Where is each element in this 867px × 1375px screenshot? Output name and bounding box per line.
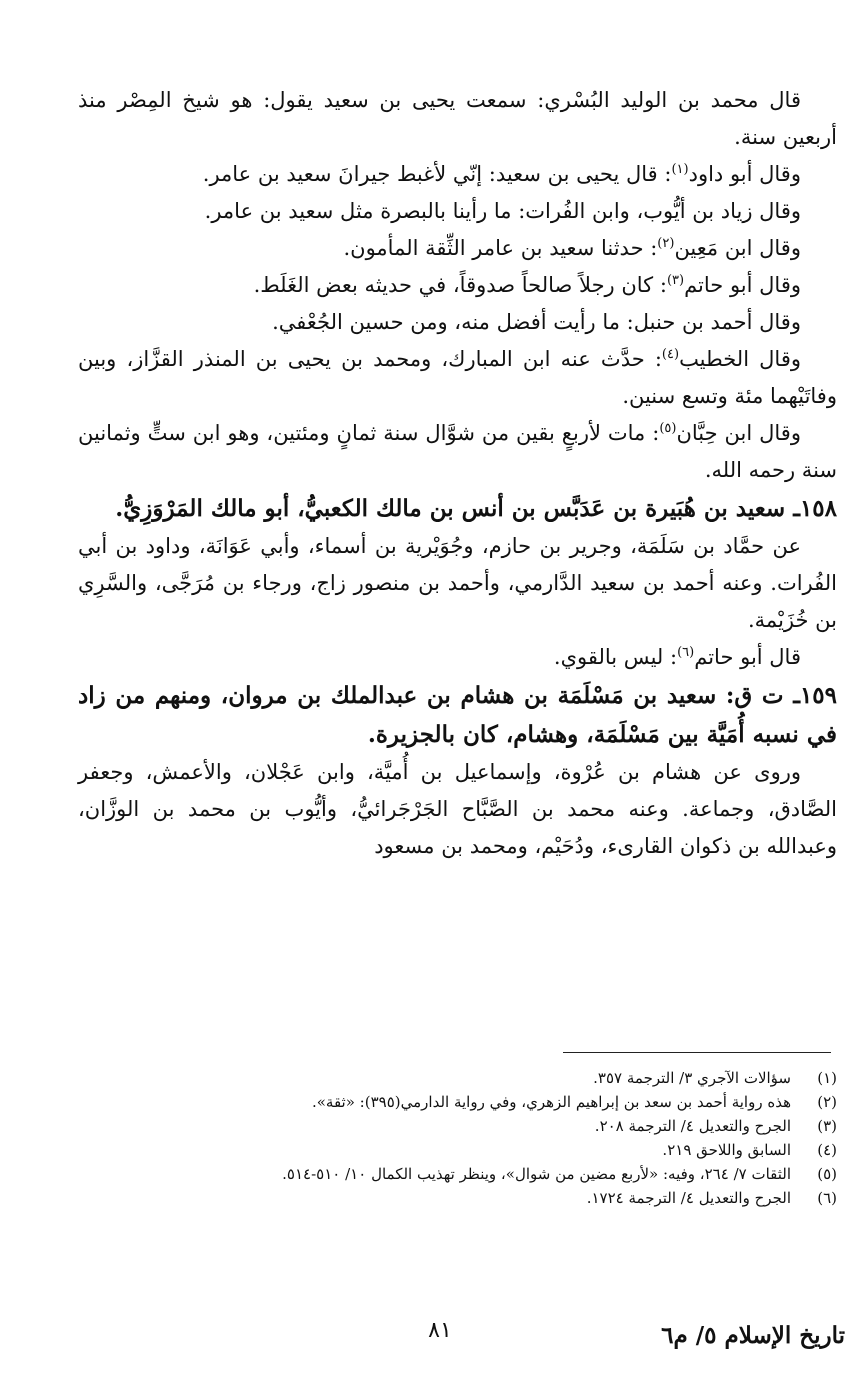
paragraph: وقال زياد بن أيُّوب، وابن الفُرات: ما رأينا بالبصرة مثل سعيد بن عامر. — [204, 199, 801, 223]
paragraph: قال محمد بن الوليد البُسْري: سمعت يحيى بن سعيد يقول: هو شيخ المِصْر منذ أربعين سنة. — [78, 88, 837, 149]
entry-heading-158 — [78, 489, 837, 528]
speaker: وقال ابن مَعِين — [674, 236, 801, 260]
footnote-ref[interactable]: (٢) — [657, 236, 675, 251]
speaker: وقال ابن حِبَّان — [676, 421, 801, 445]
speaker: وقال أبو حاتم — [684, 273, 801, 297]
footnote-number: (١) — [817, 1069, 837, 1087]
footnote-ref[interactable]: (٦) — [677, 645, 695, 660]
paragraph — [78, 639, 837, 676]
footnote-ref[interactable]: (١) — [671, 162, 689, 177]
footnote-number: (٥) — [817, 1165, 837, 1183]
footnote-text: الثقات ٧/ ٢٦٤، وفيه: «لأربع مضين من شوال»، وينظر تهذيب الكمال ١٠/ ٥١٠-٥١٤. — [282, 1165, 791, 1183]
footnote — [60, 1186, 837, 1210]
footnote-ref[interactable]: (٤) — [661, 347, 680, 362]
speaker: وقال أبو داود — [688, 162, 801, 186]
footnote-ref[interactable]: (٣) — [666, 273, 685, 288]
footnote-number: (٣) — [817, 1117, 837, 1135]
main-text — [78, 82, 837, 865]
footnote — [60, 1066, 837, 1090]
entry-title: ت ق: سعيد بن مَسْلَمَة بن هشام بن عبدالملك بن مروان، ومنهم من زاد في نسبه أُمَيَّة بين مَسْلَمَة، وهشام، كان بالجزيرة. — [78, 682, 837, 748]
footnote-text: هذه رواية أحمد بن سعد بن إبراهيم الزهري، وفي رواية الدارمي(٣٩٥): «ثقة». — [311, 1093, 791, 1111]
speaker: قال أبو حاتم — [694, 645, 801, 669]
quote: : حدثنا سعيد بن عامر الثِّقة المأمون. — [343, 236, 658, 260]
entry-number: ١٥٨ـ — [793, 495, 837, 522]
page-number: ٨١ — [428, 1318, 452, 1343]
running-footer-title: تاريخ الإسلام ٥/ م٦ — [661, 1322, 845, 1349]
entry-heading-159 — [78, 676, 837, 754]
footnote-ref[interactable]: (٥) — [659, 421, 677, 436]
paragraph — [78, 267, 837, 304]
footnote-divider — [563, 1052, 831, 1053]
paragraph: وقال أحمد بن حنبل: ما رأيت أفضل منه، ومن حسين الجُعْفي. — [272, 310, 801, 334]
footnote-number: (٤) — [817, 1141, 837, 1159]
footnote-text: سؤالات الآجري ٣/ الترجمة ٣٥٧. — [593, 1069, 791, 1087]
speaker: وقال الخطيب — [679, 347, 802, 371]
footnote — [60, 1114, 837, 1138]
paragraph: عن حمَّاد بن سَلَمَة، وجرير بن حازم، وجُوَيْرية بن أسماء، وأبي عَوَانَة، وداود بن أبي الفُرات. وعنه أحمد بن سعيد الدَّارمي، وأحمد بن منصور زاج، ورجاء بن مُرَجَّى، والسَّرِي بن خُزَيْمة. — [78, 534, 837, 632]
quote: : حدَّث عنه ابن المبارك، ومحمد بن يحيى بن المنذر القزَّاز، وبين وفاتَيْهما مئة وتسع سنين. — [78, 347, 837, 408]
footnotes — [60, 1066, 837, 1210]
paragraph — [78, 230, 837, 267]
paragraph — [78, 415, 837, 489]
quote: : مات لأربعٍ بقين من شوَّال سنة ثمانٍ ومئتين، وهو ابن ستٍّ وثمانين سنة رحمه الله. — [78, 421, 837, 482]
footnote — [60, 1090, 837, 1114]
quote: : قال يحيى بن سعيد: إنّي لأغبط جيرانَ سعيد بن عامر. — [202, 162, 672, 186]
footnote-text: الجرح والتعديل ٤/ الترجمة ٢٠٨. — [594, 1117, 791, 1135]
footnote — [60, 1162, 837, 1186]
entry-title: سعيد بن هُبَيرة بن عَدَبَّس بن أنس بن مالك الكعبيُّ، أبو مالك المَرْوَزِيُّ. — [115, 495, 786, 522]
paragraph — [78, 156, 837, 193]
footnote-text: الجرح والتعديل ٤/ الترجمة ١٧٢٤. — [586, 1189, 791, 1207]
footnote-number: (٢) — [817, 1093, 837, 1111]
paragraph — [78, 341, 837, 415]
quote: : ليس بالقوي. — [553, 645, 678, 669]
entry-number: ١٥٩ـ — [793, 682, 837, 709]
footnote-number: (٦) — [817, 1189, 837, 1207]
paragraph: وروى عن هشام بن عُرْوة، وإسماعيل بن أُميَّة، وابن عَجْلان، والأعمش، وجعفر الصَّادق، وجماعة. وعنه محمد بن الصَّبَّاح الجَرْجَرائيُّ، وأيُّوب بن محمد بن الوزَّان، وعبدالله بن ذكوان القارىء، ودُحَيْم، ومحمد بن مسعود — [78, 760, 837, 858]
quote: : كان رجلاً صالحاً صدوقاً، في حديثه بعض الغَلَط. — [253, 273, 667, 297]
footnote — [60, 1138, 837, 1162]
footnote-text: السابق واللاحق ٢١٩. — [662, 1141, 791, 1159]
